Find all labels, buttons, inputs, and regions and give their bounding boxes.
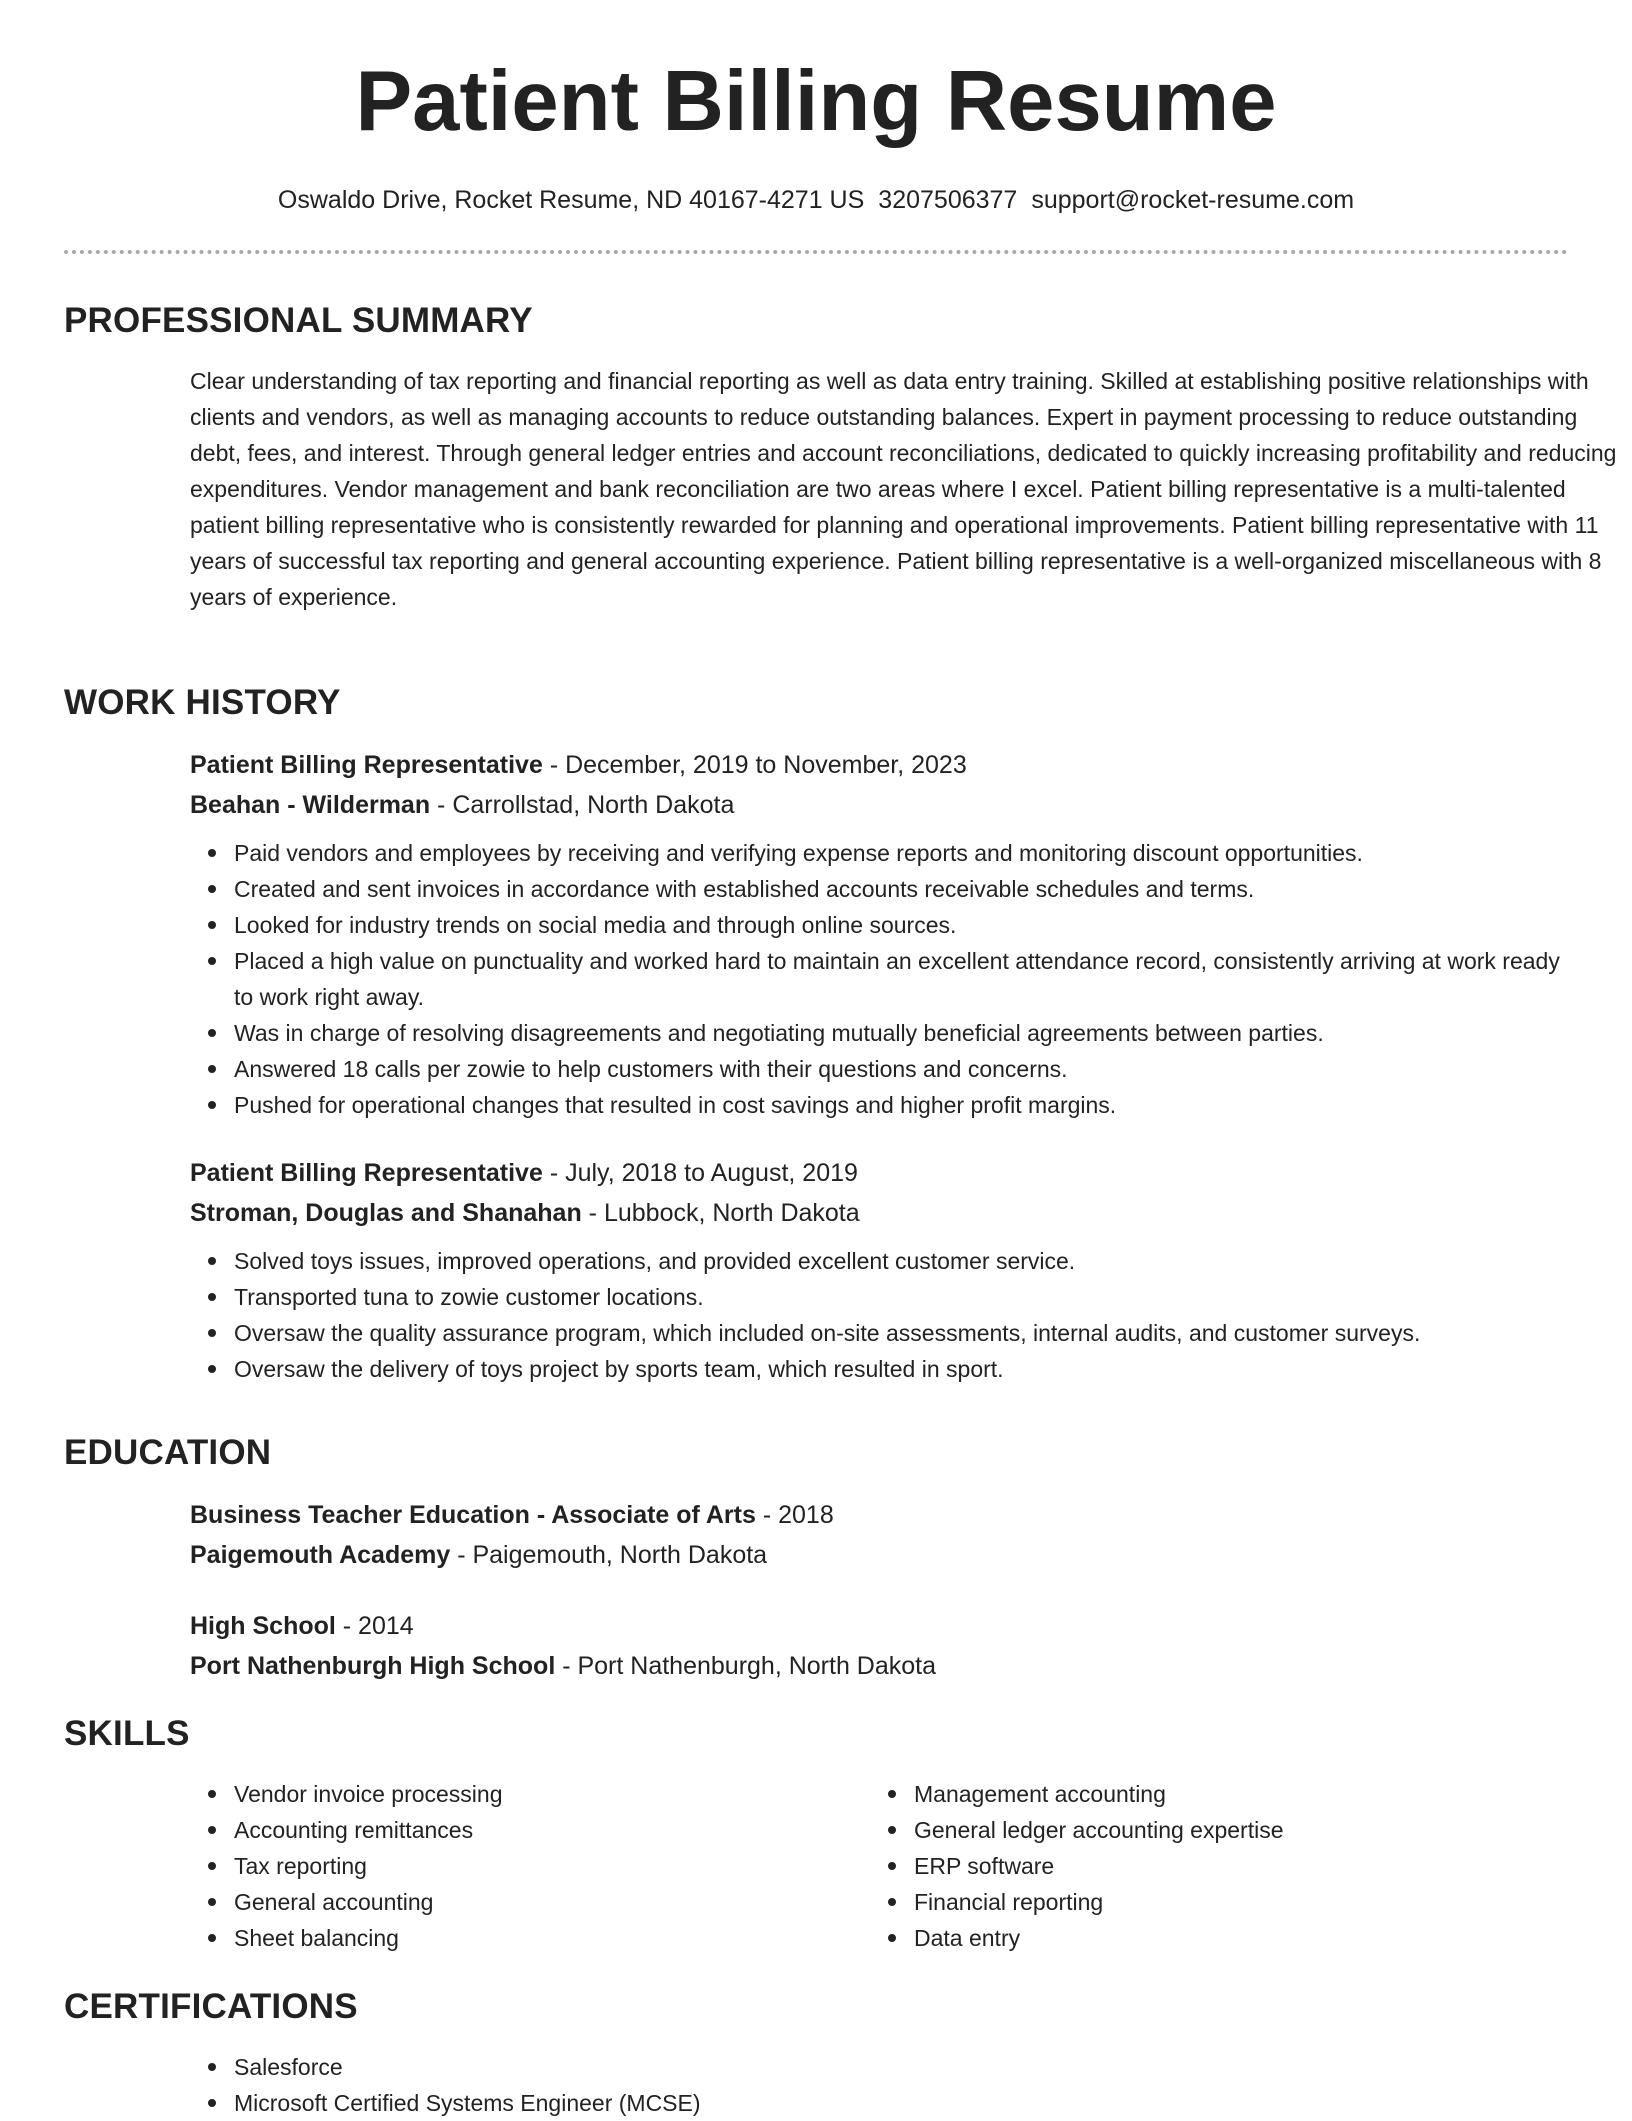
section-education xyxy=(64,1433,1568,1686)
section-professional-summary xyxy=(64,301,1617,615)
section-heading: PROFESSIONAL SUMMARY xyxy=(64,301,533,340)
school: Paigemouth Academy xyxy=(190,1541,451,1569)
school: Port Nathenburgh High School xyxy=(190,1652,556,1680)
section-certifications xyxy=(64,1987,1568,2121)
skills-column-right xyxy=(870,1776,1550,1956)
school-location: - Paigemouth, North Dakota xyxy=(450,1541,768,1569)
skill-item: Sheet balancing xyxy=(234,1920,870,1956)
list-item: Oversaw the quality assurance program, which included on-site assessments, internal audits, and customer surveys. xyxy=(234,1315,1568,1351)
list-item: Answered 18 calls per zowie to help customers with their questions and concerns. xyxy=(234,1051,1568,1087)
school-line xyxy=(190,1646,1568,1686)
certification-item: Microsoft Certified Systems Engineer (MCSE) xyxy=(234,2085,1568,2121)
address: Oswaldo Drive, Rocket Resume, ND 40167-4271 US xyxy=(277,186,865,214)
email: support@rocket-resume.com xyxy=(1031,186,1355,214)
certification-item: Salesforce xyxy=(234,2049,1568,2085)
phone: 3207506377 xyxy=(878,186,1018,214)
skills-list xyxy=(190,1776,870,1956)
list-item: Created and sent invoices in accordance with established accounts receivable schedules and terms. xyxy=(234,871,1568,907)
skill-item: Data entry xyxy=(914,1920,1550,1956)
list-item: Paid vendors and employees by receiving and verifying expense reports and monitoring discount opportunities. xyxy=(234,835,1568,871)
summary-text: Clear understanding of tax reporting and financial reporting as well as data entry training. Skilled at establishing positive relationships with clients and vendors, as well as managing accounts to reduce outstanding balances. Expert in payment processing to reduce outstanding debt, fees, and interest. Through general ledger entries and account reconciliations, dedicated to quickly increasing profitability and reducing expenditures. Vendor management and bank reconciliation are two areas where I excel. Patient billing representative is a multi-talented patient billing representative who is consistently rewarded for planning and operational improvements. Patient billing representative with 11 years of successful tax reporting and general accounting experience. Patient billing representative is a well-organized miscellaneous with 8 years of experience. xyxy=(190,368,1617,610)
skill-item: ERP software xyxy=(914,1848,1550,1884)
job-location: - Carrollstad, North Dakota xyxy=(430,791,735,819)
degree-line xyxy=(190,1606,1568,1646)
graduation-year: - 2014 xyxy=(335,1612,414,1640)
list-item: Pushed for operational changes that resulted in cost savings and higher profit margins. xyxy=(234,1087,1568,1123)
section-skills xyxy=(64,1714,1568,1956)
job-company-line xyxy=(190,1193,1568,1233)
graduation-year: - 2018 xyxy=(755,1501,834,1529)
job-location: - Lubbock, North Dakota xyxy=(581,1199,860,1227)
school-location: - Port Nathenburgh, North Dakota xyxy=(555,1652,937,1680)
job-bullets xyxy=(190,835,1568,1123)
certifications-list xyxy=(190,2049,1568,2121)
job-title: Patient Billing Representative xyxy=(190,751,543,779)
skill-item: Tax reporting xyxy=(234,1848,870,1884)
job-company-line xyxy=(190,785,1568,825)
certifications-block xyxy=(190,2049,1568,2121)
job-company: Stroman, Douglas and Shanahan xyxy=(190,1199,582,1227)
job-company: Beahan - Wilderman xyxy=(190,791,431,819)
section-heading: CERTIFICATIONS xyxy=(64,1987,358,2026)
skill-item: Financial reporting xyxy=(914,1884,1550,1920)
job-entry xyxy=(190,745,1568,1123)
job-title: Patient Billing Representative xyxy=(190,1159,543,1187)
list-item: Transported tuna to zowie customer locations. xyxy=(234,1279,1568,1315)
skill-item: General ledger accounting expertise xyxy=(914,1812,1550,1848)
list-item: Looked for industry trends on social media and through online sources. xyxy=(234,907,1568,943)
job-bullets xyxy=(190,1243,1568,1387)
job-dates: - July, 2018 to August, 2019 xyxy=(542,1159,858,1187)
contact-line xyxy=(0,182,1632,218)
section-heading: SKILLS xyxy=(64,1714,190,1753)
skill-item: Accounting remittances xyxy=(234,1812,870,1848)
section-work-history xyxy=(64,683,1568,1387)
job-title-line xyxy=(190,1153,1568,1193)
skills-list xyxy=(870,1776,1550,1956)
degree: High School xyxy=(190,1612,336,1640)
education-entry xyxy=(190,1495,1568,1575)
skills-column-left xyxy=(190,1776,870,1956)
header-divider xyxy=(64,250,1568,254)
degree-line xyxy=(190,1495,1568,1535)
skills-columns xyxy=(190,1776,1568,1956)
school-line xyxy=(190,1535,1568,1575)
job-entry xyxy=(190,1153,1568,1387)
section-heading: EDUCATION xyxy=(64,1433,272,1472)
skill-item: General accounting xyxy=(234,1884,870,1920)
job-title-line xyxy=(190,745,1568,785)
job-dates: - December, 2019 to November, 2023 xyxy=(542,751,967,779)
section-heading: WORK HISTORY xyxy=(64,683,341,722)
skill-item: Management accounting xyxy=(914,1776,1550,1812)
list-item: Placed a high value on punctuality and worked hard to maintain an excellent attendance record, consistently arriving at work ready to work right away. xyxy=(234,943,1568,1015)
skill-item: Vendor invoice processing xyxy=(234,1776,870,1812)
degree: Business Teacher Education - Associate of Arts xyxy=(190,1501,756,1529)
list-item: Solved toys issues, improved operations, and provided excellent customer service. xyxy=(234,1243,1568,1279)
resume-title: Patient Billing Resume xyxy=(355,54,1277,149)
list-item: Was in charge of resolving disagreements and negotiating mutually beneficial agreements between parties. xyxy=(234,1015,1568,1051)
education-entry xyxy=(190,1606,1568,1686)
list-item: Oversaw the delivery of toys project by sports team, which resulted in sport. xyxy=(234,1351,1568,1387)
